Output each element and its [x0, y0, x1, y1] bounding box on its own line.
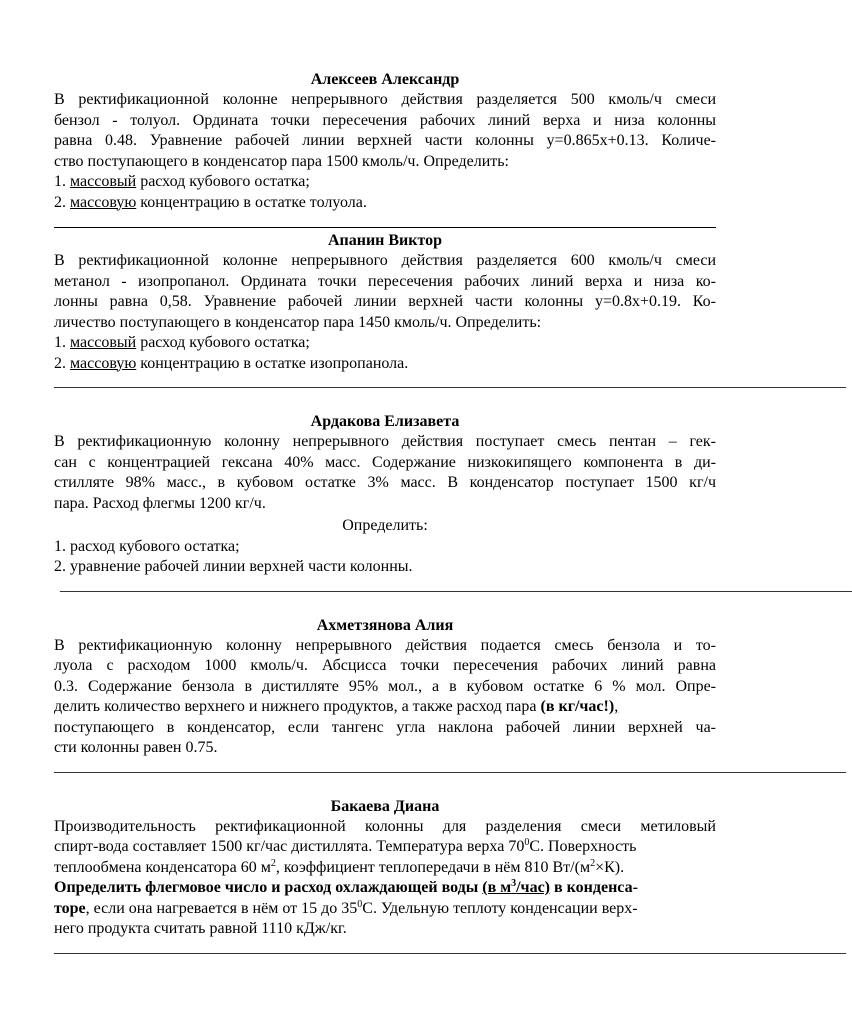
student-name: Апанин Виктор — [327, 232, 443, 249]
bold-unit: (в кг/час!) — [540, 698, 615, 715]
problem-text-line: пара. Расход флегмы 1200 кг/ч. — [54, 494, 266, 512]
problem-text-line: поступающего в конденсатор, если тангенс угла наклона рабочей линии верхней ча- — [54, 718, 716, 736]
problem-text-line: В ректификационную колонну непрерывного действия подается смесь бензола и то- — [54, 636, 716, 654]
problem-text-line: В ректификационную колонну непрерывного действия поступает смесь пентан – гек- — [54, 433, 716, 450]
determine-heading: Определить: — [342, 517, 428, 534]
document-page — [54, 70, 852, 956]
student-name: Алексеев Александр — [310, 71, 460, 88]
task-item: 2. уравнение рабочей линии верхней части колонны. — [54, 558, 413, 575]
problem-block — [54, 70, 716, 213]
student-name: Ахметзянова Алия — [316, 616, 454, 634]
problem-text-line: сан с концентрацией гексана 40% масс. Содержание низкокипящего компонента в ди- — [54, 453, 716, 471]
problem-text-line: личество поступающего в конденсатор пара 1450 кмоль/ч. Определить: — [54, 313, 542, 331]
separator-line: ___________________________________________________________________________________________________ — [60, 576, 852, 594]
problem-block — [54, 412, 852, 594]
problem-text-line: метанол - изопропанол. Ордината точки пересечения рабочих линий верха и низа ко- — [54, 272, 716, 290]
task-item: 2. массовую концентрацию в остатке изопропанола. — [54, 354, 409, 372]
problem-text-line: бензол - толуол. Ордината точки пересечения рабочих линий верха и низа колонны — [54, 111, 716, 129]
problem-text-line: стилляте 98% масс., в кубовом остатке 3% масс. В конденсатор поступает 1500 кг/ч — [54, 474, 716, 491]
separator-line: ___________________________________________________________________________________________________ — [54, 938, 846, 956]
separator-line: ___________________________________________________________________________________________________ — [54, 373, 846, 390]
problem-text-line: лонны равна 0,58. Уравнение рабочей линии верхней части колонны y=0.8x+0.19. Ко- — [54, 293, 716, 310]
problem-block — [54, 797, 846, 956]
problem-text-line: Производительность ректификационной колонны для разделения смеси метиловый — [54, 817, 716, 835]
problem-text-line: спирт-вода составляет 1500 кг/час дистиллята. Температура верха $70^0С$. Поверхность — [54, 837, 637, 855]
separator-line: ___________________________________________________________________________________________________ — [54, 757, 846, 775]
problem-text-line: Определить флегмовое число и расход охлаждающей воды (в $м^3/час$) в конденса- — [54, 878, 638, 896]
problem-text-line: равна 0.48. Уравнение рабочей линии верхней части колонны y=0.865x+0.13. Количе- — [54, 132, 716, 149]
problem-text-line: сти колонны равен 0.75. — [54, 739, 218, 756]
problem-text-line: торе, если она нагревается в нём от 15 до $35^0С$. Удельную теплоту конденсации верх- — [54, 898, 638, 917]
problem-block — [54, 616, 846, 775]
problem-text-line: ство поступающего в конденсатор пара 1500 кмоль/ч. Определить: — [54, 152, 509, 170]
problem-text-line: В ректификационной колонне непрерывного действия разделяется 500 кмоль/ч смеси — [54, 91, 716, 108]
problem-text-line: него продукта считать равной 1110 кДж/кг. — [54, 920, 347, 937]
problem-text-line: 0.3. Содержание бензола в дистилляте 95% мол., а в кубовом остатке 6 % мол. Опре- — [54, 677, 716, 695]
problem-text-line: луола с расходом 1000 кмоль/ч. Абсцисса точки пересечения рабочих линий равна — [54, 657, 716, 674]
task-item: 1. расход кубового остатка; — [54, 537, 240, 555]
problem-text-line: делить количество верхнего и нижнего продуктов, а также расход пара (в кг/час!), — [54, 698, 619, 715]
problem-block — [54, 231, 846, 390]
problem-text-line: В ректификационной колонне непрерывного действия разделяется 600 кмоль/ч смеси — [54, 252, 716, 269]
task-item: 2. массовую концентрацию в остатке толуола. — [54, 193, 367, 211]
student-name: Бакаева Диана — [330, 797, 440, 815]
task-item: 1. массовый расход кубового остатка; — [54, 173, 310, 190]
task-item: 1. массовый расход кубового остатка; — [54, 334, 310, 351]
student-name: Ардакова Елизавета — [310, 413, 460, 430]
problem-text-line: теплообмена конденсатора 60 $м^2$, коэффициент теплопередачи в нём 810 $Вт/(м^2\times К)$. — [54, 857, 625, 876]
